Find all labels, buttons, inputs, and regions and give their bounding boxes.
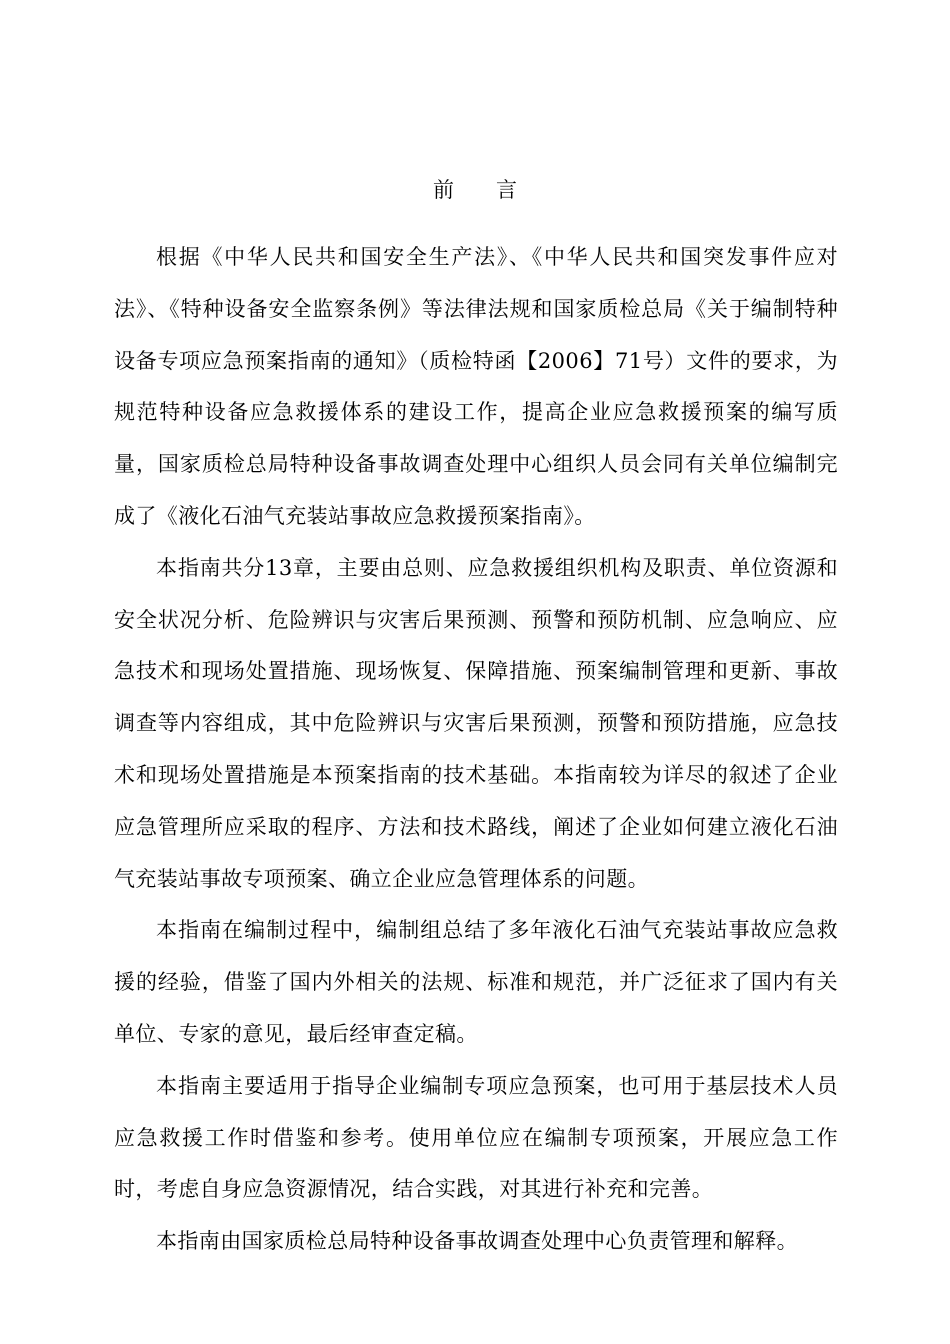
paragraph-compilation: 本指南在编制过程中，编制组总结了多年液化石油气充装站事故应急救援的经验，借鉴了国内外相关的法规、标准和规范，并广泛征求了国内有关单位、专家的意见，最后经审查定稿。 xyxy=(114,918,838,1046)
title-char-1: 前 xyxy=(433,178,454,202)
page-title xyxy=(0,175,950,205)
paragraph-structure: 本指南共分13章，主要由总则、应急救援组织机构及职责、单位资源和安全状况分析、危险辨识与灾害后果预测、预警和预防机制、应急响应、应急技术和现场处置措施、现场恢复、保障措施、预案编制管理和更新、事故调查等内容组成，其中危险辨识与灾害后果预测，预警和预防措施，应急技术和现场处置措施是本预案指南的技术基础。本指南较为详尽的叙述了企业应急管理所应采取的程序、方法和技术路线，阐述了企业如何建立液化石油气充装站事故专项预案、确立企业应急管理体系的问题。 xyxy=(114,555,838,891)
preface-body xyxy=(114,232,838,1268)
title-char-2: 言 xyxy=(496,178,517,202)
paragraph-interpretation: 本指南由国家质检总局特种设备事故调查处理中心负责管理和解释。 xyxy=(156,1229,798,1254)
paragraph-scope: 本指南主要适用于指导企业编制专项应急预案，也可用于基层技术人员应急救援工作时借鉴和参考。使用单位应在编制专项预案，开展应急工作时，考虑自身应急资源情况，结合实践，对其进行补充和完善。 xyxy=(114,1073,838,1202)
paragraph-basis: 根据《中华人民共和国安全生产法》、《中华人民共和国突发事件应对法》、《特种设备安全监察条例》等法律法规和国家质检总局《关于编制特种设备专项应急预案指南的通知》（质检特函【2006】71号）文件的要求，为规范特种设备应急救援体系的建设工作，提高企业应急救援预案的编写质量，国家质检总局特种设备事故调查处理中心组织人员会同有关单位编制完成了《液化石油气充装站事故应急救援预案指南》。 xyxy=(114,245,838,528)
